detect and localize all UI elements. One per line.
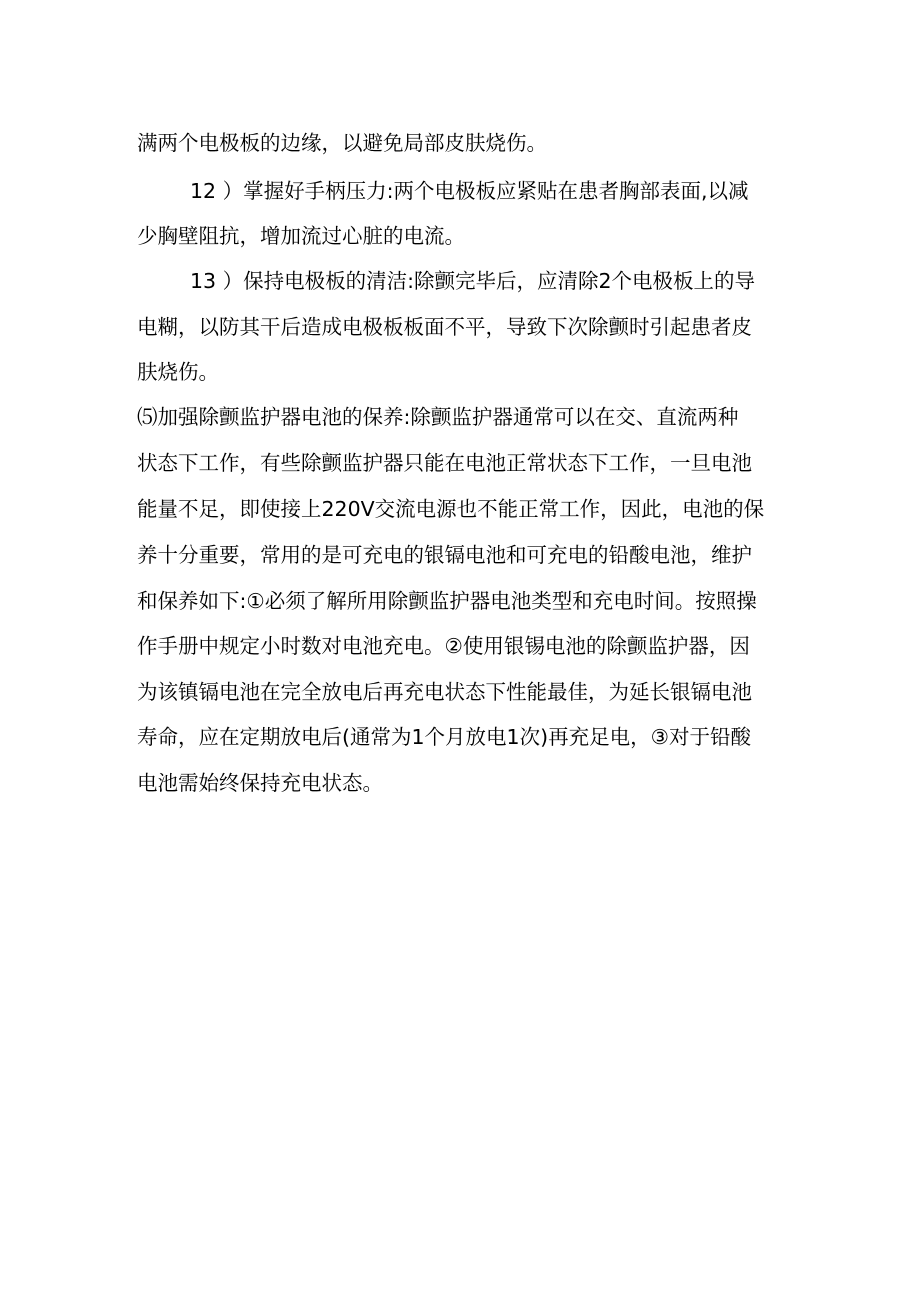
text-line: 能量不足，即使接上220V交流电源也不能正常工作，因此，电池的保 bbox=[137, 497, 765, 521]
text-line: 作手册中规定小时数对电池充电。②使用银锡电池的除颤监护器，因 bbox=[137, 634, 750, 658]
text-line: 养十分重要，常用的是可充电的银镉电池和可充电的铅酸电池，维护 bbox=[137, 543, 752, 567]
text-line: 寿命，应在定期放电后(通常为1个月放电1次)再充足电，③对于铅酸 bbox=[137, 725, 751, 749]
text-line: 少胸壁阻抗，增加流过心脏的电流。 bbox=[137, 224, 465, 248]
text-line: 电糊，以防其干后造成电极板板面不平，导致下次除颤时引起患者皮 bbox=[137, 315, 752, 339]
text-line: ⑸加强除颤监护器电池的保养:除颤监护器通常可以在交、直流两种 bbox=[137, 405, 739, 429]
text-line: 13 ）保持电极板的清洁:除颤完毕后，应清除2个电极板上的导 bbox=[190, 269, 756, 293]
text-line: 状态下工作，有些除颤监护器只能在电池正常状态下工作，一旦电池 bbox=[137, 451, 752, 475]
text-line: 为该镇镉电池在完全放电后再充电状态下性能最佳，为延长银镉电池 bbox=[137, 680, 752, 704]
text-line: 电池需始终保持充电状态。 bbox=[137, 771, 383, 795]
text-line: 肤烧伤。 bbox=[137, 360, 219, 384]
text-line: 12 ）掌握好手柄压力:两个电极板应紧贴在患者胸部表面,以减 bbox=[190, 179, 749, 203]
text-line: 满两个电极板的边缘，以避免局部皮肤烧伤。 bbox=[137, 131, 547, 155]
text-line: 和保养如下:①必须了解所用除颤监护器电池类型和充电时间。按照操 bbox=[137, 589, 757, 613]
